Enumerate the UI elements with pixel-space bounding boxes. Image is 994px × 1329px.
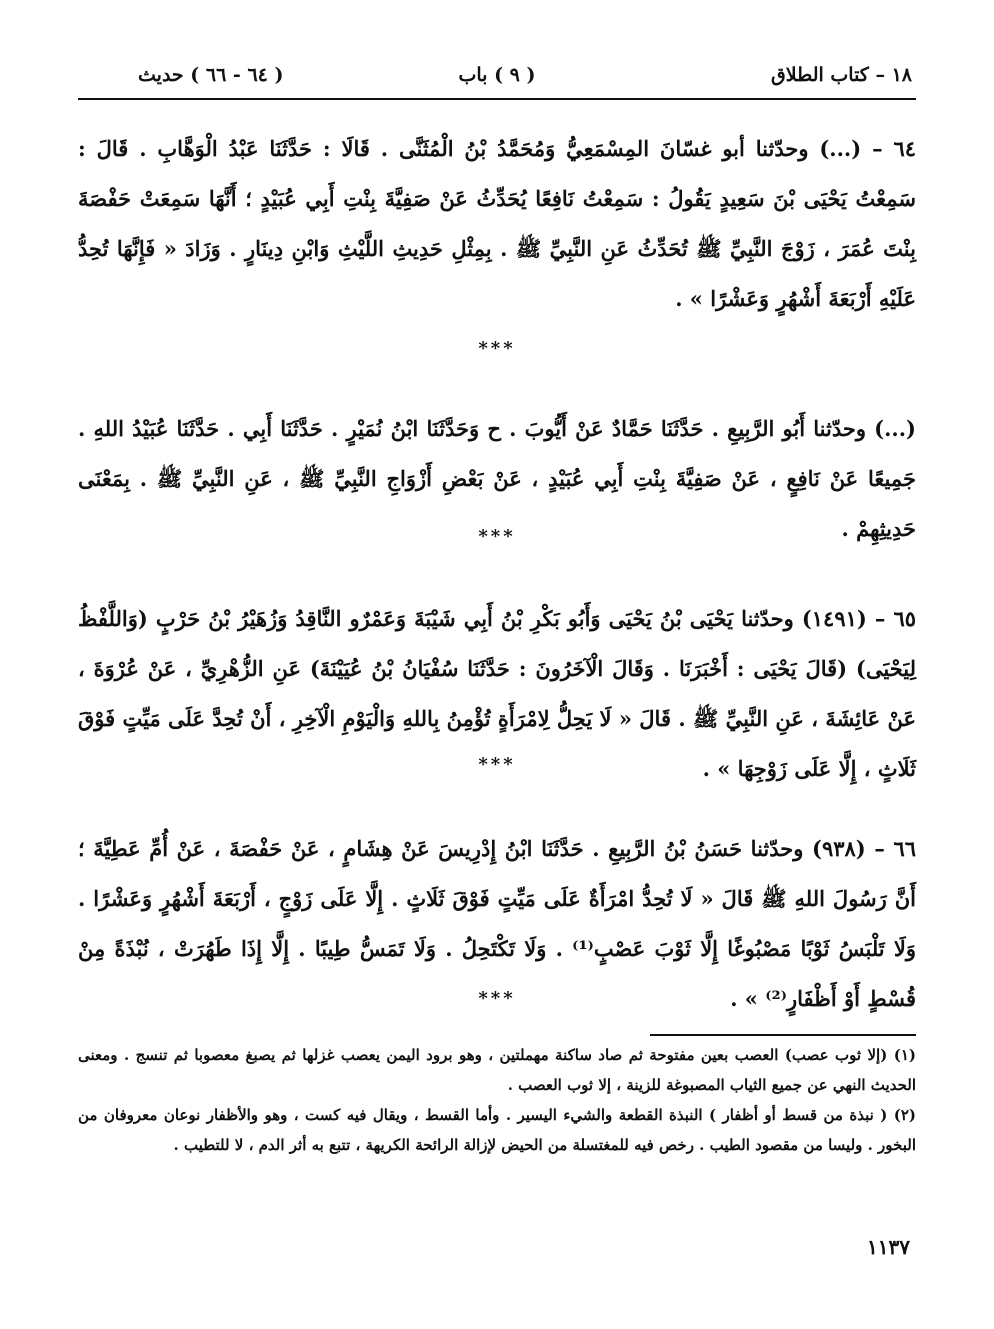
document-page	[78, 50, 916, 1290]
hadith-number: ٦٦ –	[874, 836, 917, 861]
footnote-divider	[650, 1034, 916, 1036]
running-header	[78, 58, 916, 98]
section-separator: ***	[478, 526, 516, 547]
header-divider	[78, 98, 916, 100]
hadith-text: (...) وحدّثنا أَبُو الرَّبِيعِ . حَدَّثَنَا حَمَّادٌ عَنْ أَيُّوبَ . ح وَحَدَّثَنَا ابْنُ نُمَيْرٍ . حَدَّثَنَا أَبِي . حَدَّثَنَا عُبَيْدُ اللهِ . جَمِيعًا عَنْ نَافِعٍ ، عَنْ صَفِيَّةَ بِنْتِ أَبِي عُبَيْدٍ ، عَنْ بَعْضِ أَزْوَاجِ النَّبِيِّ ﷺ ، عَنِ النَّبِيِّ ﷺ . بِمَعْنَى حَدِيثِهِمْ .	[78, 416, 916, 541]
footnote-2: (٢) ( نبذة من قسط أو أظفار ) النبذة القطعة والشيء اليسير . وأما القسط ، ويقال فيه كست ، وهو والأظفار نوعان معروفان من البخور . وليسا من مقصود الطيب . رخص فيه للمغتسلة من الحيض لإزالة الرائحة الكريهة ، تتبع به أثر الدم ، لا للتطيب .	[78, 1106, 916, 1154]
page-marker-book-title: ١٨ – كتاب الطلاق	[771, 64, 912, 86]
page-number: ١١٣٧	[867, 1235, 910, 1259]
hadith-text: (٩٣٨) وحدّثنا حَسَنُ بْنُ الرَّبِيعِ . حَدَّثَنَا ابْنُ إِدْرِيسَ عَنْ هِشَامٍ ، عَنْ حَفْصَةَ ، عَنْ أُمِّ عَطِيَّةَ ؛ أَنَّ رَسُولَ اللهِ ﷺ قَالَ « لَا تُحِدُّ امْرَأَةٌ عَلَى مَيِّتٍ فَوْقَ ثَلَاثٍ . إِلَّا عَلَى زَوْجٍ ، أَرْبَعَةَ أَشْهُرٍ وَعَشْرًا . وَلَا تَلْبَسُ ثَوْبًا مَصْبُوغًا إِلَّا ثَوْبَ عَصْبٍ⁽¹⁾ . وَلَا تَكْتَحِلُ . وَلَا تَمَسُّ طِيبًا . إِلَّا إِذَا طَهُرَتْ ، نُبْذَةً مِنْ قُسْطٍ أَوْ أَظْفَارٍ⁽²⁾ » .	[78, 836, 916, 1011]
hadith-number: ٦٤ –	[872, 136, 917, 161]
hadith-text: (١٤٩١) وحدّثنا يَحْيَى بْنُ يَحْيَى وَأَبُو بَكْرِ بْنُ أَبِي شَيْبَةَ وَعَمْرٌو النَّاقِدُ وَزُهَيْرُ بْنُ حَرْبٍ (وَاللَّفْظُ لِيَحْيَى) (قَالَ يَحْيَى : أَخْبَرَنَا . وَقَالَ الْآخَرُونَ : حَدَّثَنَا سُفْيَانُ بْنُ عُيَيْنَةَ) عَنِ الزُّهْرِيِّ ، عَنْ عُرْوَةَ ، عَنْ عَائِشَةَ ، عَنِ النَّبِيِّ ﷺ . قَالَ « لَا يَحِلُّ لِامْرَأَةٍ تُؤْمِنُ بِاللهِ وَالْيَوْمِ الْآخِرِ ، أَنْ تُحِدَّ عَلَى مَيِّتٍ فَوْقَ ثَلَاثٍ ، إِلَّا عَلَى زَوْجِهَا » .	[78, 606, 916, 781]
footnotes	[78, 1040, 916, 1160]
section-separator: ***	[478, 754, 516, 775]
section-separator: ***	[478, 338, 516, 359]
hadith-text: (...) وحدّثنا أبو غسّانَ المِسْمَعِيُّ وَمُحَمَّدُ بْنُ الْمُثَنَّى . قَالَا : حَدَّثَنَا عَبْدُ الْوَهَّابِ . قَالَ : سَمِعْتُ يَحْيَى بْنَ سَعِيدٍ يَقُولُ : سَمِعْتُ نَافِعًا يُحَدِّثُ عَنْ صَفِيَّةَ بِنْتِ أَبِي عُبَيْدٍ ؛ أَنَّهَا سَمِعَتْ حَفْصَةَ بِنْتَ عُمَرَ ، زَوْجَ النَّبِيِّ ﷺ تُحَدِّثُ عَنِ النَّبِيِّ ﷺ . بِمِثْلِ حَدِيثِ اللَّيْثِ وَابْنِ دِينَارٍ . وَزَادَ « فَإِنَّهَا تُحِدُّ عَلَيْهِ أَرْبَعَةَ أَشْهُرٍ وَعَشْرًا » .	[78, 136, 916, 311]
chapter-label: ( ٩ ) باب	[458, 64, 536, 86]
section-separator: ***	[478, 988, 516, 1009]
hadith-64	[78, 124, 916, 324]
hadith-range: ( ٦٤ - ٦٦ ) حديث	[138, 64, 284, 86]
hadith-number: ٦٥ –	[874, 606, 917, 631]
footnote-1: (١) (إلا ثوب عصب) العصب بعين مفتوحة ثم صاد ساكنة مهملتين ، وهو برود اليمن يعصب غزلها ثم يصبغ معصوبا ثم تنسج . ومعنى الحديث النهي عن جميع الثياب المصبوغة للزينة ، إلا ثوب العصب .	[78, 1046, 916, 1094]
